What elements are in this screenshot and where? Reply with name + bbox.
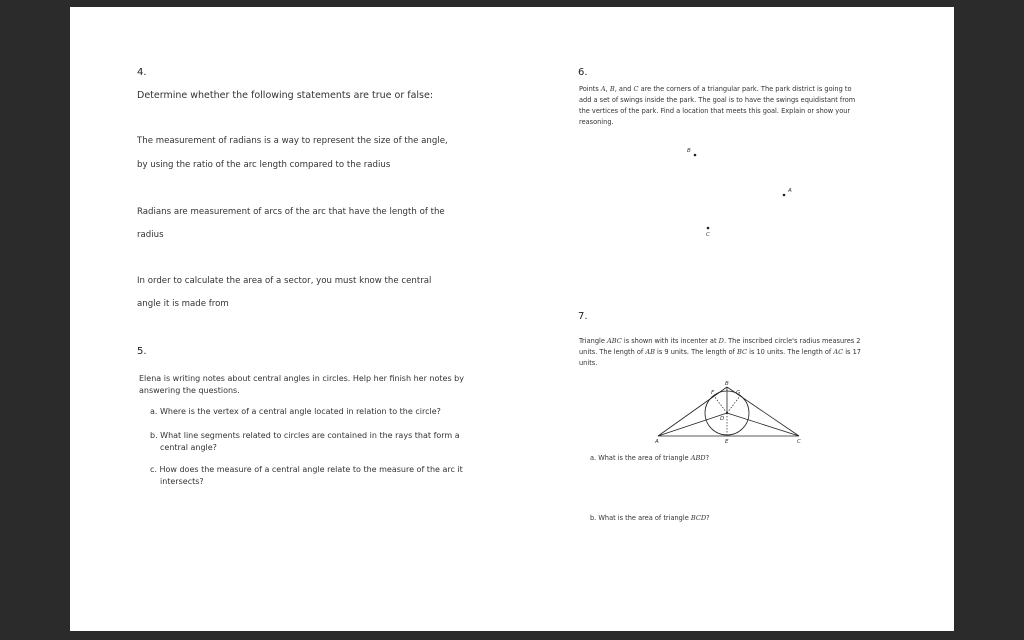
q5-part-c-line2: intersects? xyxy=(160,477,204,486)
q7-text-line2: units. The length of AB is 9 units. The length of BC is 10 units. The length of AC is 17 xyxy=(579,348,861,356)
q7-text-line1: Triangle ABC is shown with its incenter at D. The inscribed circle's radius measures 2 xyxy=(579,337,861,345)
label-c: C xyxy=(797,439,801,445)
q6-text-line2: add a set of swings inside the park. The goal is to have the swings equidistant from xyxy=(579,96,856,104)
q4-statement-3-line1: In order to calculate the area of a sector, you must know the central xyxy=(137,276,432,286)
q5-intro-line2: answering the questions. xyxy=(139,386,240,395)
incenter-point xyxy=(726,412,728,414)
q5-intro-line1: Elena is writing notes about central angles in circles. Help her finish her notes by xyxy=(139,374,464,383)
q5-part-b-line1: b. What line segments related to circles are contained in the rays that form a xyxy=(150,431,460,440)
q4-statement-2-line2: radius xyxy=(137,230,164,240)
label-g: G xyxy=(736,390,741,396)
q4-statement-1-line2: by using the ratio of the arc length compared to the radius xyxy=(137,160,391,170)
q4-prompt: Determine whether the following statements are true or false: xyxy=(137,90,434,101)
q6-point-c xyxy=(707,227,710,230)
q6-point-a-label: A xyxy=(788,188,792,194)
radius-df xyxy=(714,396,727,413)
q4-statement-3-line2: angle it is made from xyxy=(137,299,229,309)
q4-statement-1-line1: The measurement of radians is a way to represent the size of the angle, xyxy=(137,136,448,146)
worksheet-page xyxy=(70,7,954,631)
q6-text-line4: reasoning. xyxy=(579,118,614,126)
q7-incircle-triangle-diagram xyxy=(650,379,810,451)
q7-number: 7. xyxy=(578,311,588,322)
q6-point-b-label: B xyxy=(687,148,691,154)
q6-point-b xyxy=(694,154,697,157)
q7-text-line3: units. xyxy=(579,359,598,367)
q6-text-line1: Points A, B, and C are the corners of a triangular park. The park district is going to xyxy=(579,85,852,93)
q5-part-c-line1: c. How does the measure of a central angle relate to the measure of the arc it xyxy=(150,465,463,474)
label-d: D xyxy=(720,416,725,422)
q6-point-c-label: C xyxy=(706,232,710,238)
q7-part-a: a. What is the area of triangle ABD? xyxy=(590,454,710,462)
label-b: B xyxy=(725,381,729,387)
label-a: A xyxy=(655,439,659,445)
q5-part-b-line2: central angle? xyxy=(160,443,217,452)
q4-number: 4. xyxy=(137,67,147,78)
q7-part-b: b. What is the area of triangle BCD? xyxy=(590,514,710,522)
q5-part-a: a. Where is the vertex of a central angle located in relation to the circle? xyxy=(150,407,441,416)
label-e: E xyxy=(725,439,729,445)
radius-dg xyxy=(727,396,740,413)
q6-park-points-diagram xyxy=(670,142,810,242)
side-ab xyxy=(658,387,727,436)
q6-text-line3: the vertices of the park. Find a location that meets this goal. Explain or show your xyxy=(579,107,851,115)
q6-number: 6. xyxy=(578,67,588,78)
label-f: F xyxy=(711,390,715,396)
q4-statement-2-line1: Radians are measurement of arcs of the arc that have the length of the xyxy=(137,207,445,217)
q5-number: 5. xyxy=(137,346,147,357)
q6-point-a xyxy=(783,194,786,197)
